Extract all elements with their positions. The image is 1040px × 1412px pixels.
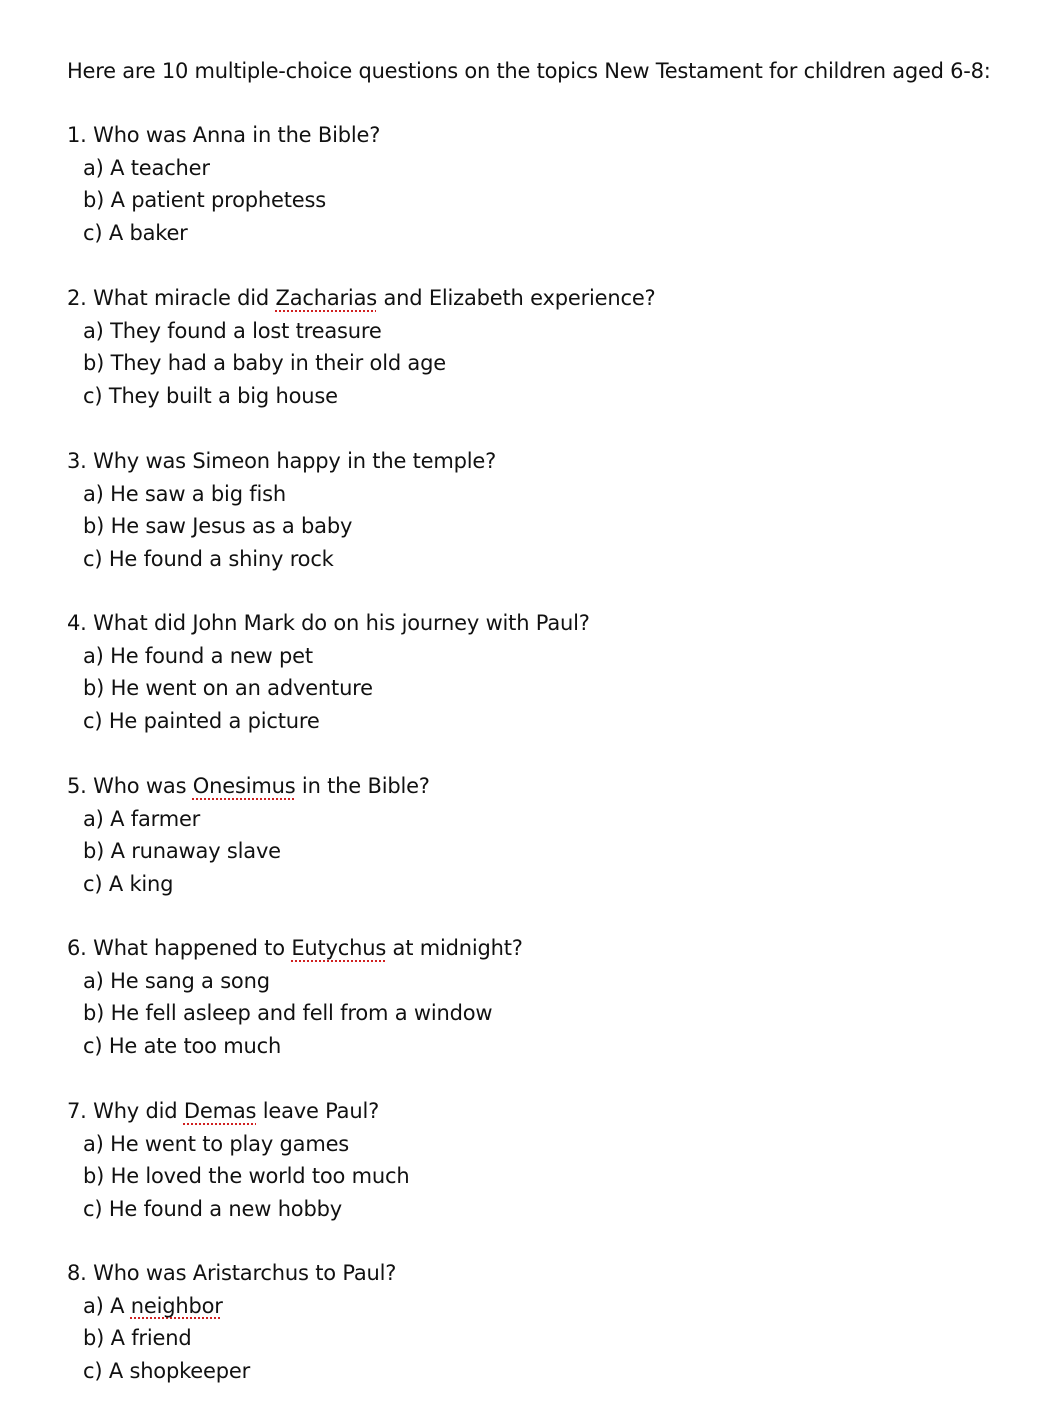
question-text-part: What miracle did	[93, 286, 276, 310]
option-a: a) He went to play games	[83, 1131, 350, 1156]
question-text-part: and Elizabeth experience?	[376, 286, 656, 310]
option-a: a) A farmer	[83, 806, 201, 831]
question-number: 3.	[67, 449, 87, 473]
question-text	[67, 932, 987, 965]
question-text-part: leave Paul?	[256, 1099, 380, 1123]
option-c: c) He found a new hobby	[83, 1196, 342, 1221]
question-4	[67, 607, 987, 737]
question-text	[67, 282, 987, 315]
question-number: 7.	[67, 1099, 87, 1123]
option-a: a) He saw a big fish	[83, 481, 286, 506]
option-c: c) A king	[83, 871, 174, 896]
question-text-part: Who was Anna in the Bible?	[93, 123, 381, 147]
spellcheck-flagged-word[interactable]: Onesimus	[192, 774, 296, 798]
option-a: a) He sang a song	[83, 968, 270, 993]
spellcheck-flagged-word[interactable]: neighbor	[130, 1293, 223, 1318]
question-text	[67, 1257, 987, 1290]
question-8	[67, 1257, 987, 1387]
option-a: a) A teacher	[83, 155, 210, 180]
option-a	[67, 1290, 987, 1323]
spellcheck-flagged-word[interactable]: Zacharias	[275, 286, 377, 310]
options-list	[67, 1128, 987, 1226]
question-text	[67, 607, 987, 640]
question-number: 4.	[67, 611, 87, 635]
option-b: b) He fell asleep and fell from a window	[83, 1001, 493, 1025]
option-b: b) He saw Jesus as a baby	[83, 514, 353, 538]
spellcheck-flagged-word[interactable]: Demas	[183, 1099, 257, 1123]
question-number: 8.	[67, 1261, 87, 1285]
intro-text: Here are 10 multiple-choice questions on the topics New Testament for children aged 6-8:	[67, 59, 991, 83]
question-number: 5.	[67, 774, 87, 798]
options-list	[67, 803, 987, 901]
question-1	[67, 119, 987, 249]
option-b: b) He loved the world too much	[83, 1164, 410, 1188]
question-3	[67, 445, 987, 575]
question-text-part: Why did	[93, 1099, 184, 1123]
question-number: 6.	[67, 936, 87, 960]
question-5	[67, 770, 987, 900]
option-b: b) They had a baby in their old age	[83, 351, 446, 375]
question-text-part: What happened to	[93, 936, 292, 960]
question-number: 1.	[67, 123, 87, 147]
option-c: c) He painted a picture	[83, 708, 320, 733]
question-text-part: What did John Mark do on his journey with Paul?	[93, 611, 590, 635]
question-text	[67, 445, 987, 478]
question-2	[67, 282, 987, 412]
option-c: c) A shopkeeper	[83, 1358, 251, 1383]
options-list	[67, 640, 987, 738]
option-b: b) He went on an adventure	[83, 676, 373, 700]
question-text-part: in the Bible?	[295, 774, 430, 798]
option-b: b) A friend	[83, 1326, 192, 1350]
option-b: b) A patient prophetess	[83, 188, 326, 212]
option-a: a) They found a lost treasure	[83, 318, 382, 343]
options-list	[67, 965, 987, 1063]
question-text	[67, 119, 987, 152]
question-text	[67, 1095, 987, 1128]
options-list	[67, 315, 987, 413]
option-text-part: a) A	[83, 1293, 131, 1318]
option-c: c) He ate too much	[83, 1033, 282, 1058]
option-a: a) He found a new pet	[83, 643, 313, 668]
question-text-part: Who was Aristarchus to Paul?	[93, 1261, 397, 1285]
spellcheck-flagged-word[interactable]: Eutychus	[291, 936, 387, 960]
options-list	[67, 1290, 987, 1388]
options-list	[67, 152, 987, 250]
question-number: 2.	[67, 286, 87, 310]
question-text-part: Why was Simeon happy in the temple?	[93, 449, 497, 473]
question-text-part: at midnight?	[386, 936, 523, 960]
question-text-part: Who was	[93, 774, 193, 798]
option-c: c) He found a shiny rock	[83, 546, 334, 571]
question-7	[67, 1095, 987, 1225]
option-c: c) A baker	[83, 220, 188, 245]
question-text	[67, 770, 987, 803]
options-list	[67, 478, 987, 576]
option-b: b) A runaway slave	[83, 839, 281, 863]
option-c: c) They built a big house	[83, 383, 338, 408]
question-6	[67, 932, 987, 1062]
